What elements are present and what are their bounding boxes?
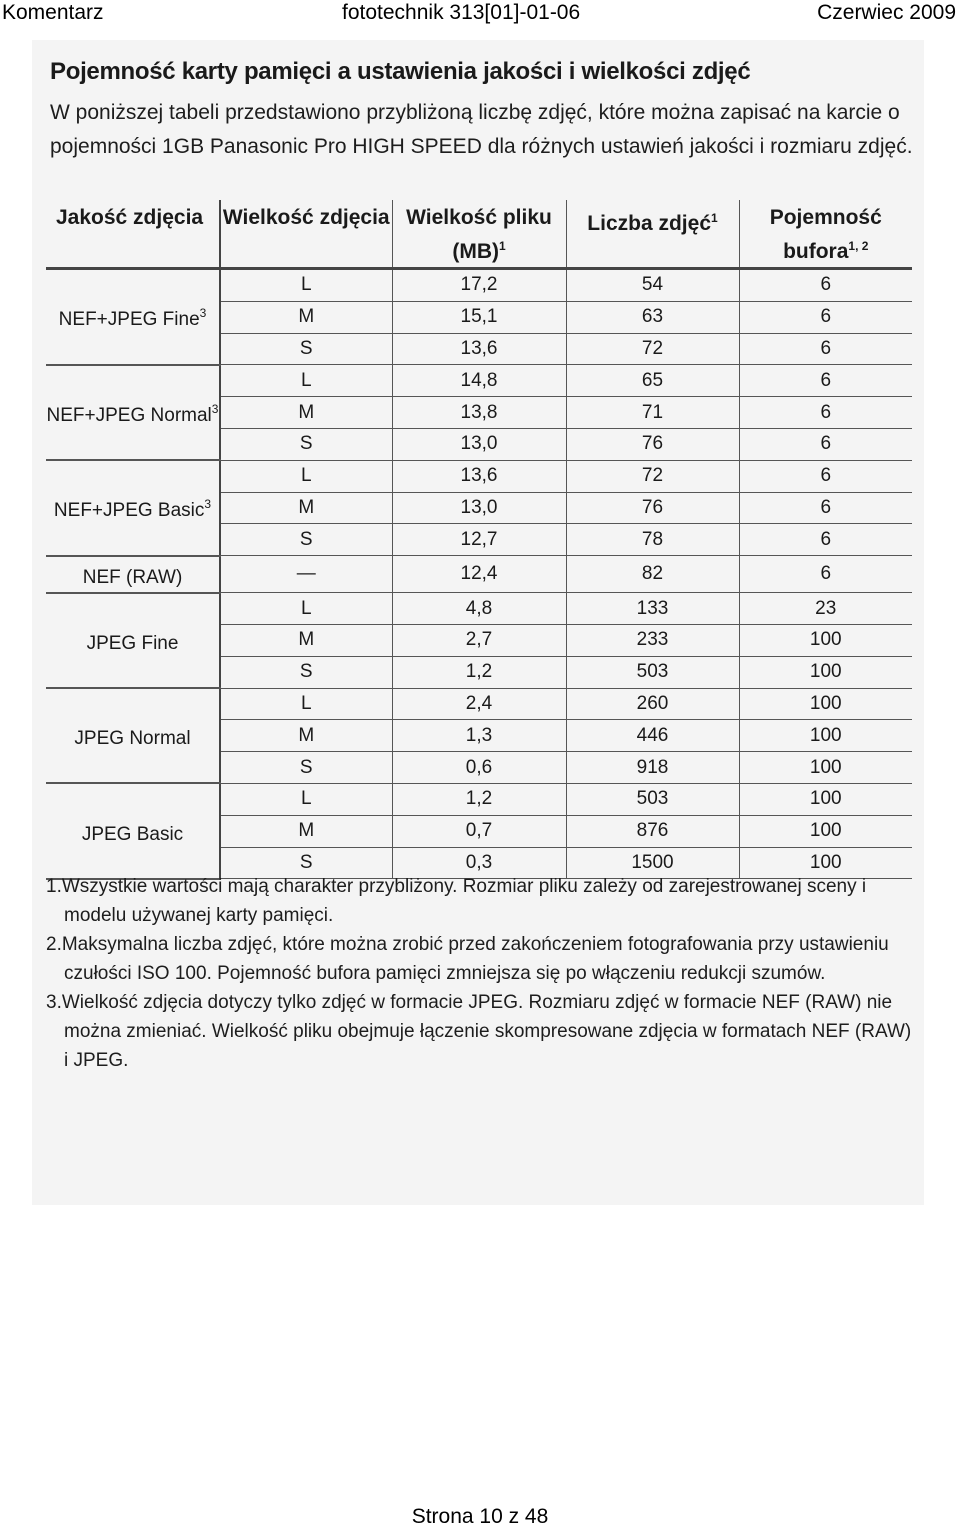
quality-cell: NEF+JPEG Basic$^3$ xyxy=(46,460,220,555)
size-cell: M xyxy=(220,720,392,752)
document-title: Pojemność karty pamięci a ustawienia jakości i wielkości zdjęć xyxy=(50,58,751,85)
size-cell: S xyxy=(220,524,392,556)
buffer-cell: 100 xyxy=(739,847,912,879)
buffer-cell: 100 xyxy=(739,688,912,720)
quality-cell: JPEG Basic xyxy=(46,783,220,878)
file-size-cell: 13,6 xyxy=(392,460,566,492)
count-cell: 260 xyxy=(566,688,739,720)
header-size: Wielkość zdjęcia xyxy=(220,200,392,269)
size-cell: S xyxy=(220,428,392,460)
count-cell: 78 xyxy=(566,524,739,556)
buffer-cell: 100 xyxy=(739,720,912,752)
table-row xyxy=(46,783,912,815)
table-row xyxy=(46,365,912,397)
header-center: fototechnik 313[01]-01-06 xyxy=(342,1,581,24)
buffer-cell: 6 xyxy=(739,333,912,365)
buffer-cell: 6 xyxy=(739,492,912,524)
file-size-cell: 2,7 xyxy=(392,624,566,656)
count-cell: 71 xyxy=(566,397,739,429)
size-cell: S xyxy=(220,333,392,365)
file-size-cell: 4,8 xyxy=(392,593,566,625)
intro-paragraph: W poniższej tabeli przedstawiono przybliżoną liczbę zdjęć, które można zapisać na karcie o pojemności 1GB Panasonic Pro HIGH SPEED dla różnych ustawień jakości i rozmiaru zdjęć. xyxy=(50,101,913,158)
size-cell: M xyxy=(220,397,392,429)
file-size-cell: 0,3 xyxy=(392,847,566,879)
buffer-cell: 100 xyxy=(739,624,912,656)
count-cell: 82 xyxy=(566,556,739,593)
footnotes xyxy=(46,872,912,1075)
buffer-cell: 6 xyxy=(739,365,912,397)
buffer-cell: 100 xyxy=(739,656,912,688)
quality-cell: JPEG Fine xyxy=(46,593,220,688)
size-cell: L xyxy=(220,688,392,720)
file-size-cell: 15,1 xyxy=(392,301,566,333)
buffer-cell: 6 xyxy=(739,524,912,556)
table-body xyxy=(46,269,912,879)
header-file-size: Wielkość pliku (MB)$^1$ xyxy=(392,200,566,269)
size-cell: L xyxy=(220,593,392,625)
count-cell: 1500 xyxy=(566,847,739,879)
count-cell: 503 xyxy=(566,783,739,815)
footnote-3: 3.Wielkość zdjęcia dotyczy tylko zdjęć w formacie JPEG. Rozmiaru zdjęć w formacie NEF (RAW) nie można zmieniać. Wielkość pliku obejmuje łączenie skompresowane zdjęcia w formatach NEF (RAW) i JPEG. xyxy=(46,992,912,1071)
count-cell: 76 xyxy=(566,428,739,460)
header-right: Czerwiec 2009 xyxy=(817,1,956,24)
table-row xyxy=(46,460,912,492)
footnote-2: 2.Maksymalna liczba zdjęć, które można zrobić przed zakończeniem fotografowania przy ustawieniu czułości ISO 100. Pojemność bufora pamięci zmniejsza się po włączeniu redukcji szumów. xyxy=(46,934,889,984)
count-cell: 72 xyxy=(566,333,739,365)
file-size-cell: 14,8 xyxy=(392,365,566,397)
table-row xyxy=(46,269,912,302)
quality-cell: NEF (RAW) xyxy=(46,556,220,593)
size-cell: L xyxy=(220,269,392,302)
size-cell: M xyxy=(220,492,392,524)
count-cell: 72 xyxy=(566,460,739,492)
buffer-cell: 100 xyxy=(739,752,912,784)
table-header-row xyxy=(46,200,912,269)
buffer-cell: 23 xyxy=(739,593,912,625)
page-header xyxy=(0,0,960,26)
size-cell: S xyxy=(220,752,392,784)
table-row xyxy=(46,688,912,720)
file-size-cell: 13,0 xyxy=(392,428,566,460)
buffer-cell: 6 xyxy=(739,556,912,593)
capacity-table xyxy=(46,200,912,880)
file-size-cell: 12,7 xyxy=(392,524,566,556)
file-size-cell: 0,7 xyxy=(392,815,566,847)
count-cell: 54 xyxy=(566,269,739,302)
count-cell: 918 xyxy=(566,752,739,784)
count-cell: 233 xyxy=(566,624,739,656)
header-count: Liczba zdjęć$^1$ xyxy=(566,200,739,269)
size-cell: M xyxy=(220,301,392,333)
size-cell: S xyxy=(220,656,392,688)
size-cell: L xyxy=(220,460,392,492)
size-cell: M xyxy=(220,624,392,656)
buffer-cell: 6 xyxy=(739,301,912,333)
count-cell: 63 xyxy=(566,301,739,333)
count-cell: 65 xyxy=(566,365,739,397)
buffer-cell: 100 xyxy=(739,783,912,815)
file-size-cell: 2,4 xyxy=(392,688,566,720)
table-row xyxy=(46,593,912,625)
header-buffer: Pojemność bufora$^{1, 2}$ xyxy=(739,200,912,269)
file-size-cell: 13,8 xyxy=(392,397,566,429)
quality-cell: NEF+JPEG Normal$^3$ xyxy=(46,365,220,460)
count-cell: 76 xyxy=(566,492,739,524)
size-cell: L xyxy=(220,365,392,397)
buffer-cell: 100 xyxy=(739,815,912,847)
page-number: Strona 10 z 48 xyxy=(411,1505,549,1528)
quality-cell: NEF+JPEG Fine$^3$ xyxy=(46,269,220,365)
file-size-cell: 1,2 xyxy=(392,656,566,688)
header-quality: Jakość zdjęcia xyxy=(46,200,220,269)
size-cell: M xyxy=(220,815,392,847)
header-left: Komentarz xyxy=(2,1,104,24)
buffer-cell: 6 xyxy=(739,428,912,460)
table-row xyxy=(46,556,912,593)
quality-cell: JPEG Normal xyxy=(46,688,220,783)
buffer-cell: 6 xyxy=(739,397,912,429)
file-size-cell: 1,2 xyxy=(392,783,566,815)
file-size-cell: 0,6 xyxy=(392,752,566,784)
count-cell: 503 xyxy=(566,656,739,688)
file-size-cell: 17,2 xyxy=(392,269,566,302)
file-size-cell: 13,6 xyxy=(392,333,566,365)
size-cell: S xyxy=(220,847,392,879)
file-size-cell: 13,0 xyxy=(392,492,566,524)
buffer-cell: 6 xyxy=(739,269,912,302)
count-cell: 446 xyxy=(566,720,739,752)
size-cell: L xyxy=(220,783,392,815)
buffer-cell: 6 xyxy=(739,460,912,492)
footnote-1: 1.Wszystkie wartości mają charakter przybliżony. Rozmiar pliku zależy od zarejestrowanej sceny i modelu używanej karty pamięci. xyxy=(46,876,867,926)
count-cell: 876 xyxy=(566,815,739,847)
count-cell: 133 xyxy=(566,593,739,625)
size-cell: — xyxy=(220,556,392,593)
file-size-cell: 12,4 xyxy=(392,556,566,593)
file-size-cell: 1,3 xyxy=(392,720,566,752)
